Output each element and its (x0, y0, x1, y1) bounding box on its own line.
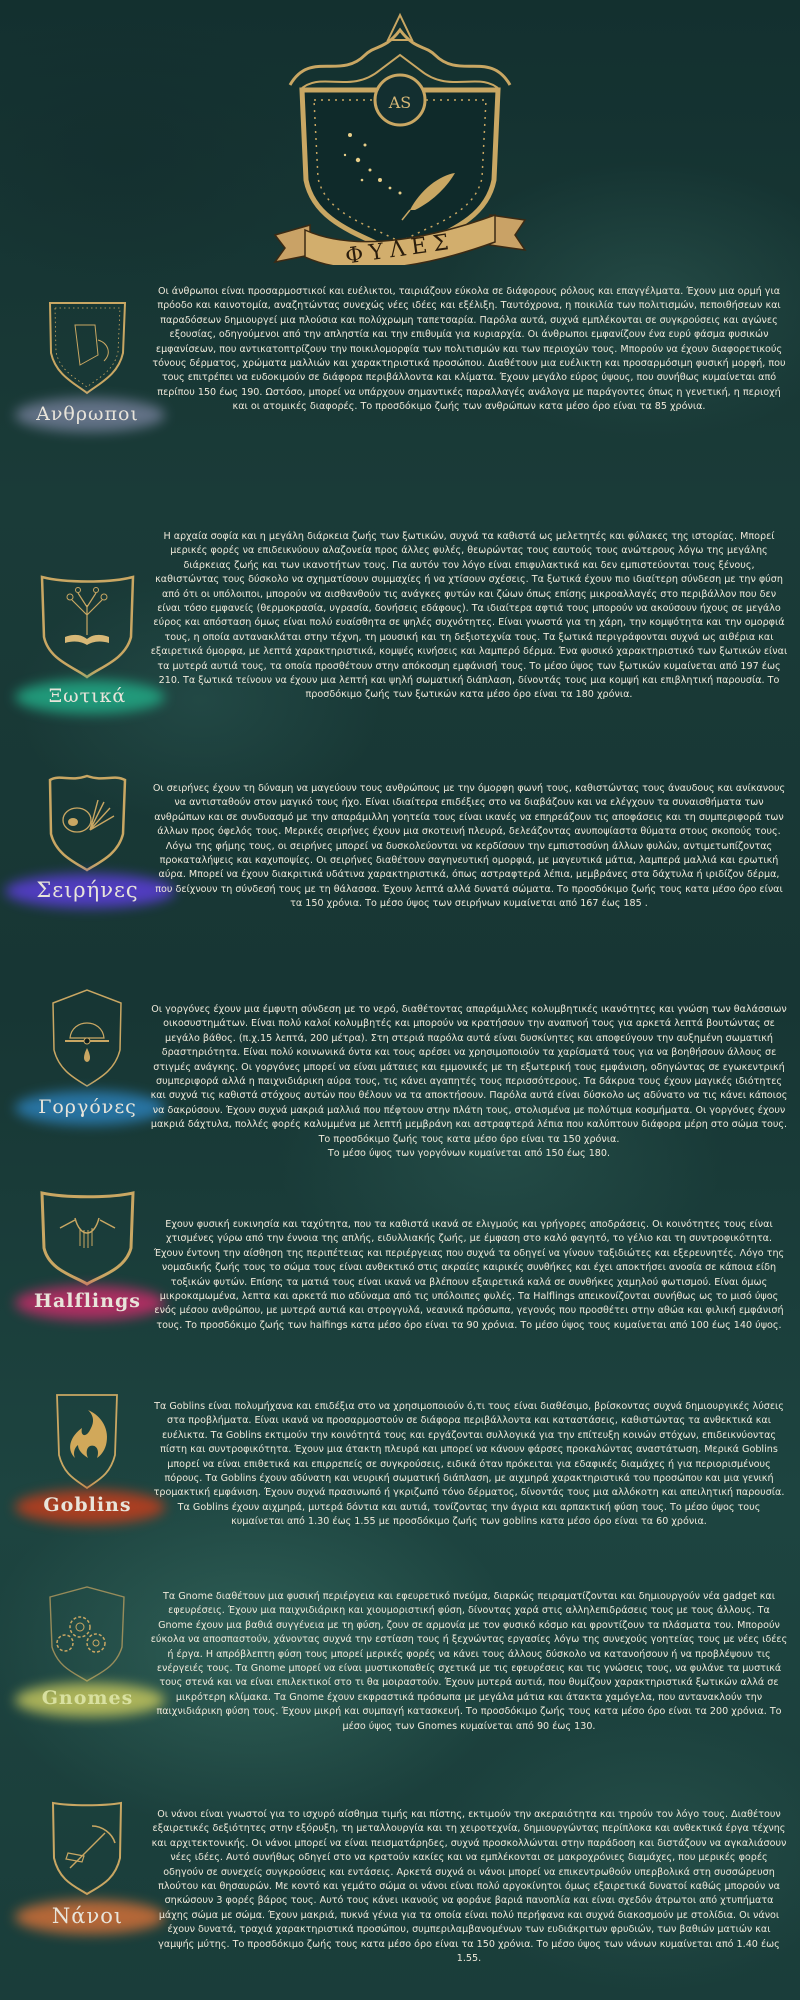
race-name: Goblins (43, 1494, 132, 1516)
race-emblem (20, 1798, 155, 1928)
race-name: Ξωτικά (48, 685, 127, 707)
race-description: Τα Gnome διαθέτουν μια φυσική περιέργεια και εφευρετικό πνεύμα, διαρκώς πειραματίζονται και δημιουργούν νέα gadget και εφευρέσεις. Έχουν μια παιχνιδιάρικη και χιουμοριστική φύση, δίνοντας χαρά στις αλληλεπιδράσεις τους με τους άλλους. Τα Gnome έχουν μια βαθιά συγγένεια με τη φύση, ζουν σε αρμονία με τον φυσικό κόσμο και φροντίζουν τα πλάσματα του. Μπορούν εύκολα να αποσπαστούν, χάνοντας συχνά την εστίαση τους ή ξεχνώντας εργασίες λόγω της συνεχούς γοητείας τους με νέες ιδέες ή έργα. Η απρόβλεπτη φύση τους μπορεί μερικές φορές να κάνει τους άλλους δύσκολο να κατανοήσουν ή να προβλέψουν τις ενέργειές τους. Τα Gnome μπορεί να είναι μυστικοπαθείς σχετικά με τις εφευρέσεις και τις γνώσεις τους, να φυλάνε τα μυστικά τους στενά και να είναι επιλεκτικοί στο τι θα μοιραστούν. Έχουν μυτερά αυτιά, που θυμίζουν χαρακτηριστικά ξωτικών αλλά σε μικρότερη κλίμακα. Τα Gnome έχουν εκφραστικά πρόσωπα με μεγάλα μάτια και άτακτα χαμόγελα, που αντανακλούν την παιχνιδιάρικη φύση τους. Έχουν μικρή και συμπαγή κατασκευή. Το προσδόκιμο ζωής τους κατα μέσο όρο είναι τα 200 χρόνια. Το μέσο ύψος των Gnomes κυμαίνεται από 90 έως 130. (150, 1591, 788, 1732)
crest-header (270, 10, 530, 265)
race-emblem (20, 295, 155, 425)
crest-shield-with-quill-icon (270, 10, 530, 265)
height-note: Το μέσο ύψος των γοργόνων κυμαίνεται από 150 έως 180. (327, 1148, 611, 1160)
race-emblem (20, 1390, 155, 1520)
race-emblem (20, 575, 155, 705)
skull-and-seashell-icon (20, 772, 155, 882)
gears-icon (20, 1585, 155, 1695)
race-description: Οι νάνοι είναι γνωστοί για το ισχυρό αίσθημα τιμής και πίστης, εκτιμούν την ακεραιότητα και τηρούν τον λόγο τους. Διαθέτουν εξαιρετικές δεξιότητες στην εξόρυξη, τη μεταλλουργία και τη χειροτεχνία, δημιουργώντας περίπλοκα και ανθεκτικά έργα τέχνης και αρχιτεκτονικής. Οι νάνοι μπορεί να είναι πεισματάρηδες, συχνά προσκολλώνται στην παράδοση και διστάζουν να αγκαλιάσουν νέες ιδέες. Αυτό συνήθως οδηγεί στο να κρατούν κακίες και να εμπλέκονται σε μακροχρόνιες διαμάχες, που μερικές φορές οδηγούν σε συνεχείς συγκρούσεις και εντάσεις. Αρκετά συχνά οι νάνοι μπορεί να επικεντρωθούν υπερβολικά στη συσσώρευση πλούτου και θησαυρών. Με κοντό και γεμάτο σώμα οι νάνοι είναι πολύ αργοκίνητοι όμως εξαιρετικά δυνατοί καθώς μπορούν να σηκώσουν 3 φορές βάρος τους. Αυτό τους κάνει ικανούς να φοράνε βαριά πανοπλία και είναι σχεδόν άτρωτοι από χτυπήματα μάχης σώμα με σώμα. Έχουν μακριά, πυκνά γένια για τα οποία είναι πολύ περήφανα και συχνά διακοσμούν με στολίδια. Οι νάνοι έχουν δυνατά, τραχιά χαρακτηριστικά προσώπου, συμπεριλαμβανομένων των ευδιάκριτων φρυδιών, των βαθιών ματιών και γαμψής μύτης. Το προσδόκιμο ζωής τους κατα μέσο όρο είναι τα 150 χρόνια. Το μέσο ύψος των νάνων κυμαίνεται από 1.40 έως 1.55. (151, 1809, 787, 1965)
race-description: Οι άνθρωποι είναι προσαρμοστικοί και ευέλικτοι, ταιριάζουν εύκολα σε διάφορους ρόλους και επαγγέλματα. Έχουν μια ορμή για πρόοδο και καινοτομία, αναζητώντας συνεχώς νέες ιδέες και εξέλιξη. Ταυτόχρονα, η ποικιλία των πολιτισμών, πεποιθήσεων και παραδόσεων δημιουργεί μια πλούσια και πολύχρωμη ταπετσαρία. Παρόλα αυτά, συχνά εμπλέκονται σε συγκρούσεις και αγώνες εξουσίας, οδηγούμενοι από την απληστία και την επιθυμία για κυριαρχία. Οι άνθρωποι εμφανίζουν ένα ευρύ φάσμα φυσικών εμφανίσεων, που αντικατοπτρίζουν την ποικιλομορφία των πολιτισμών και των περιοχών τους. Μπορούν να έχουν διαφορετικούς τόνους δέρματος, χρώματα μαλλιών και χαρακτηριστικά προσώπου. Διαθέτουν μια ευέλικτη και προσαρμόσιμη φυσική μορφή, που τους επιτρέπει να ευδοκιμούν σε διάφορα περιβάλλοντα και κλίματα. Έχουν μεγάλο εύρος ύψους, που συνήθως κυμαίνεται από περίπου 150 έως 190. Ωστόσο, μπορεί να υπάρχουν σημαντικές παραλλαγές ανάλογα με παράγοντες όπως η γενετική, η περιοχή και οι ατομικές διαφορές. Το προσδόκιμο ζωής των ανθρώπων κατα μέσο όρο είναι τα 85 χρόνια. (152, 286, 786, 413)
race-emblem (20, 1585, 155, 1715)
hand-holding-scroll-icon (20, 295, 155, 405)
race-name: Halflings (34, 1290, 141, 1312)
race-emblem (20, 1188, 155, 1318)
pearl-shell-with-teardrop-icon (20, 988, 155, 1098)
race-description: Εχουν φυσική ευκινησία και ταχύτητα, που τα καθιστά ικανά σε ελιγμούς και γρήγορες αποδράσεις. Οι κοινότητες τους είναι χτισμένες γύρω από την έννοια της απλής, ειδυλλιακής ζωής, με έμφαση στο καλό φαγητό, το γέλιο και τη συντροφικότητα. Έχουν έντονη την αίσθηση της περιπέτειας και περιέργειας που συχνά τα οδηγεί να γίνουν ταξιδιώτες και εξερευνητές. Λόγο της νομαδικής ζωής τους το σώμα τους είναι ανθεκτικό στις ακραίες καιρικές συνθήκες και έχει αποκτήσει ανοσία σε κάποια είδη τοξικών φυτών. Επίσης τα ματιά τους είναι ικανά να βλέπουν εξαιρετικά καλά σε συνθήκες χαμηλού φωτισμού. Είναι όμως μικροκαμωμένα, λεπτα και αρκετά πιο αδύναμα από τις υπόλοιπες φυλές. Τα Halflings απεικονίζονται συνήθως ως το μισό ύψος ενός μέσου ανθρώπου, με μυτερά αυτιά και στρογγυλά, νεανικά πρόσωπα, γεγονός που προσθέτει στην αθώα και φιλική εμφάνισή τους. Το προσδόκιμο ζωής των halfings κατα μέσο όρο είναι τα 90 χρόνια. Το μέσο ύψος τους κυμαίνεται από 100 έως 140 ύψος. (153, 1219, 785, 1331)
lyre-and-pipe-icon (20, 1188, 155, 1298)
page-title: ΦΥΛΕΣ (343, 229, 457, 265)
race-name: Γοργόνες (38, 1096, 137, 1118)
race-name: Σειρήνες (36, 878, 139, 902)
flame-icon (20, 1390, 155, 1500)
race-description: Οι σειρήνες έχουν τη δύναμη να μαγεύουν τους ανθρώπους με την όμορφη φωνή τους, καθιστώντας τους άναυδους και ανίκανους να αντισταθούν στον μαγικό τους ήχο. Είναι ιδιαίτερα επιδέξιες στο να διαβάζουν και να ελέγχουν τα συναισθήματα των ανθρώπων και σε συνδυασμό με την απαράμιλλη γοητεία τους είναι ικανές να επηρεάζουν τις αποφάσεις και τη συμπεριφορά των άλλων προς όφελός τους. Μερικές σειρήνες έχουν μια σκοτεινή πλευρά, δελεάζοντας ανυποψίαστα θύματα στους σκοπούς τους. Λόγω της φήμης τους, οι σειρήνες μπορεί να δυσκολεύονται να κερδίσουν την εμπιστοσύνη άλλων φυλών, αντιμετωπίζοντας προκαταλήψεις και καχυποψίες. Οι σειρήνες διαθέτουν σαγηνευτική ομορφιά, με μαγευτικά μάτια, λαμπερά μαλλιά και ερωτική αύρα. Μπορεί να έχουν διακριτικά υδάτινα χαρακτηριστικά, όπως αστραφτερά λέπια, μεμβράνες στα δάχτυλα ή ιριδίζον δέρμα, που δείχνουν τη σύνδεσή τους με τη θάλασσα. Έχουν λεπτά αλλά δυνατά σώματα. Το προσδόκιμο ζωής τους κατα μέσο όρο είναι τα 150 χρόνια. Το μέσο ύψος των σειρήνων κυμαίνεται από 167 έως 185 . (152, 783, 786, 910)
race-description: Τα Goblins είναι πολυμήχανα και επιδέξια στο να χρησιμοποιούν ό,τι τους είναι διαθέσιμο, βρίσκοντας συχνά δημιουργικές λύσεις στα προβλήματα. Είναι ικανά να προσαρμοστούν σε διάφορα περιβάλλοντα και καταστάσεις, καθιστώντας τα ανθεκτικά και ευέλικτα. Τα Goblins εκτιμούν την κοινότητά τους και εργάζονται συλλογικά για την επίτευξη κοινών στόχων, επιδεικνύοντας πίστη και συντροφικότητα. Έχουν μια άτακτη πλευρά και μπορεί να κάνουν φάρσες προκαλώντας αναστάτωση. Μερικά Goblins μπορεί να είναι επιθετικά και επιρρεπείς σε συγκρούσεις, ειδικά όταν πρόκειται για εδαφικές διαμάχες ή για περιορισμένους πόρους. Τα Goblins έχουν αδύνατη και νευρική σωματική διάπλαση, με αιχμηρά χαρακτηριστικά του προσώπου και μια γενική τρομακτική εμφάνιση. Έχουν συχνά πρασινωπό ή γκριζωπό τόνο δέρματος, δίνοντάς τους μια αλλόκοτη και απειλητική παρουσία. Τα Goblins έχουν αιχμηρά, μυτερά δόντια και αυτιά, τονίζοντας την άγρια και αρπακτική φύση τους. Το μέσο ύψος τους κυμαίνεται από 1.30 έως 1.55 με προσδόκιμο ζωής των goblins κατα μέσο όρο είναι τα 60 χρόνια. (153, 1401, 785, 1528)
race-description: Η αρχαία σοφία και η μεγάλη διάρκεια ζωής των ξωτικών, συχνά τα καθιστά ως μελετητές και φύλακες της ιστορίας. Μπορεί μερικές φορές να επιδεικνύουν αλαζονεία προς άλλες φυλές, θεωρώντας τους εαυτούς τους ανώτερους λόγω της μεγάλης διάρκειας ζωής και των ικανοτήτων τους. Για αυτόν τον λόγο είναι επιφυλακτικά και δεν εμπιστεύονται τους ξένους, καθιστώντας τους δύσκολο να σχηματίσουν συμμαχίες ή να χτίσουν σχέσεις. Τα ξωτικά έχουν πιο ιδιαίτερη σύνδεση με την φύση από ότι οι υπόλοιποι, μπορούν να αισθανθούν τις ανάγκες φυτών και ζώων όπως επίσης μικροαλλαγές στο περιβάλλον που δεν είναι τόσο εμφανείς (θερμοκρασία, υγρασία, δονήσεις εδάφους). Τα ιδιαίτερα αφτιά τους μπορούν να ακούσουν ήχους σε μεγάλο εύρος και απόσταση όμως είναι πολύ ευαίσθητα σε ψηλές συχνότητες. Είναι γνωστά για τη χάρη, την κομψότητα και την ομορφιά τους, η οποία αντανακλάται στην τέχνη, τη μουσική και τη δεξιοτεχνία τους. Τα ξωτικά περιγράφονται συχνά ως αιθέρια και εξαιρετικά όμορφα, με λεπτά χαρακτηριστικά, κομψές κινήσεις και λαμπερό δέρμα. Ένα φυσικό χαρακτηριστικό των ξωτικών είναι τα μυτερά αυτιά τους, τα οποία προσθέτουν στην απόκοσμη εμφάνισή τους. Το μέσο ύψος των ξωτικών κυμαίνεται από 197 έως 210. Τα ξωτικά τείνουν να έχουν μια λεπτή και ψηλή σωματική διάπλαση, δίνοντάς τους μια κομψή και επιβλητική παρουσία. Το προσδόκιμο ζωής των ξωτικών κατα μέσο όρο είναι τα 180 χρόνια. (150, 531, 788, 701)
monogram: AS (388, 93, 412, 112)
race-emblem (20, 772, 155, 902)
pickaxe-and-hammer-icon (20, 1798, 155, 1908)
race-name: Ανθρωποι (36, 403, 139, 425)
race-emblem (20, 988, 155, 1118)
tree-over-open-book-icon (20, 575, 155, 685)
race-name: Gnomes (41, 1687, 134, 1709)
race-description: Οι γοργόνες έχουν μια έμφυτη σύνδεση με το νερό, διαθέτοντας απαράμιλλες κολυμβητικές ικανότητες και γνώση των θαλάσσιων οικοσυστημάτων. Είναι πολύ καλοί κολυμβητές και μπορούν να κρατήσουν την αναπνοή τους για αρκετά λεπτά βουτώντας σε μεγάλο βάθος. (π.χ.15 λεπτά, 200 μέτρα). Στη στεριά παρόλα αυτά είναι δυσκίνητες και αποφεύγουν την αυξημένη σωματική δραστηριότητα. Είναι πολύ κοινωνικά όντα και τους αρέσει να χρησιμοποιούν τα χαρίσματά τους για να βοηθήσουν άλλους σε στιγμές ανάγκης. Οι γοργόνες μπορεί να είναι μάταιες και εμμονικές με τη εξωτερική τους εμφάνιση, οδηγώντας σε εγωκεντρική συμπεριφορά αλλά η παιχνιδιάρικη αύρα τους, τις κάνει αγαπητές τους περισσότερους. Τα δάκρυα τους έχουν μαγικές ιδιότητες και συχνά τις καθιστά στόχους αυτών που θέλουν να τα αποκτήσουν. Παρόλα αυτά είναι δύσκολο ως αδύνατο να τις κάνει κάποιος να δακρύσουν. Έχουν συχνά μακριά μαλλιά που πέφτουν στην πλάτη τους, στολισμένα με πολύτιμα κοσμήματα. Οι γοργόνες έχουν μακριά δάχτυλα, πολλές φορές καλυμμένα με λεπτή μεμβράνη και αστραφτερά λέπια που καλύπτουν διάφορα μέρη στο σώμα τους. Το προσδόκιμο ζωής τους κατα μέσο όρο είναι τα 150 χρόνια. Το μέσο ύψος των γοργόνων κυμαίνεται από 150 έως 180. (150, 1004, 788, 1160)
race-name: Νάνοι (51, 1904, 124, 1928)
